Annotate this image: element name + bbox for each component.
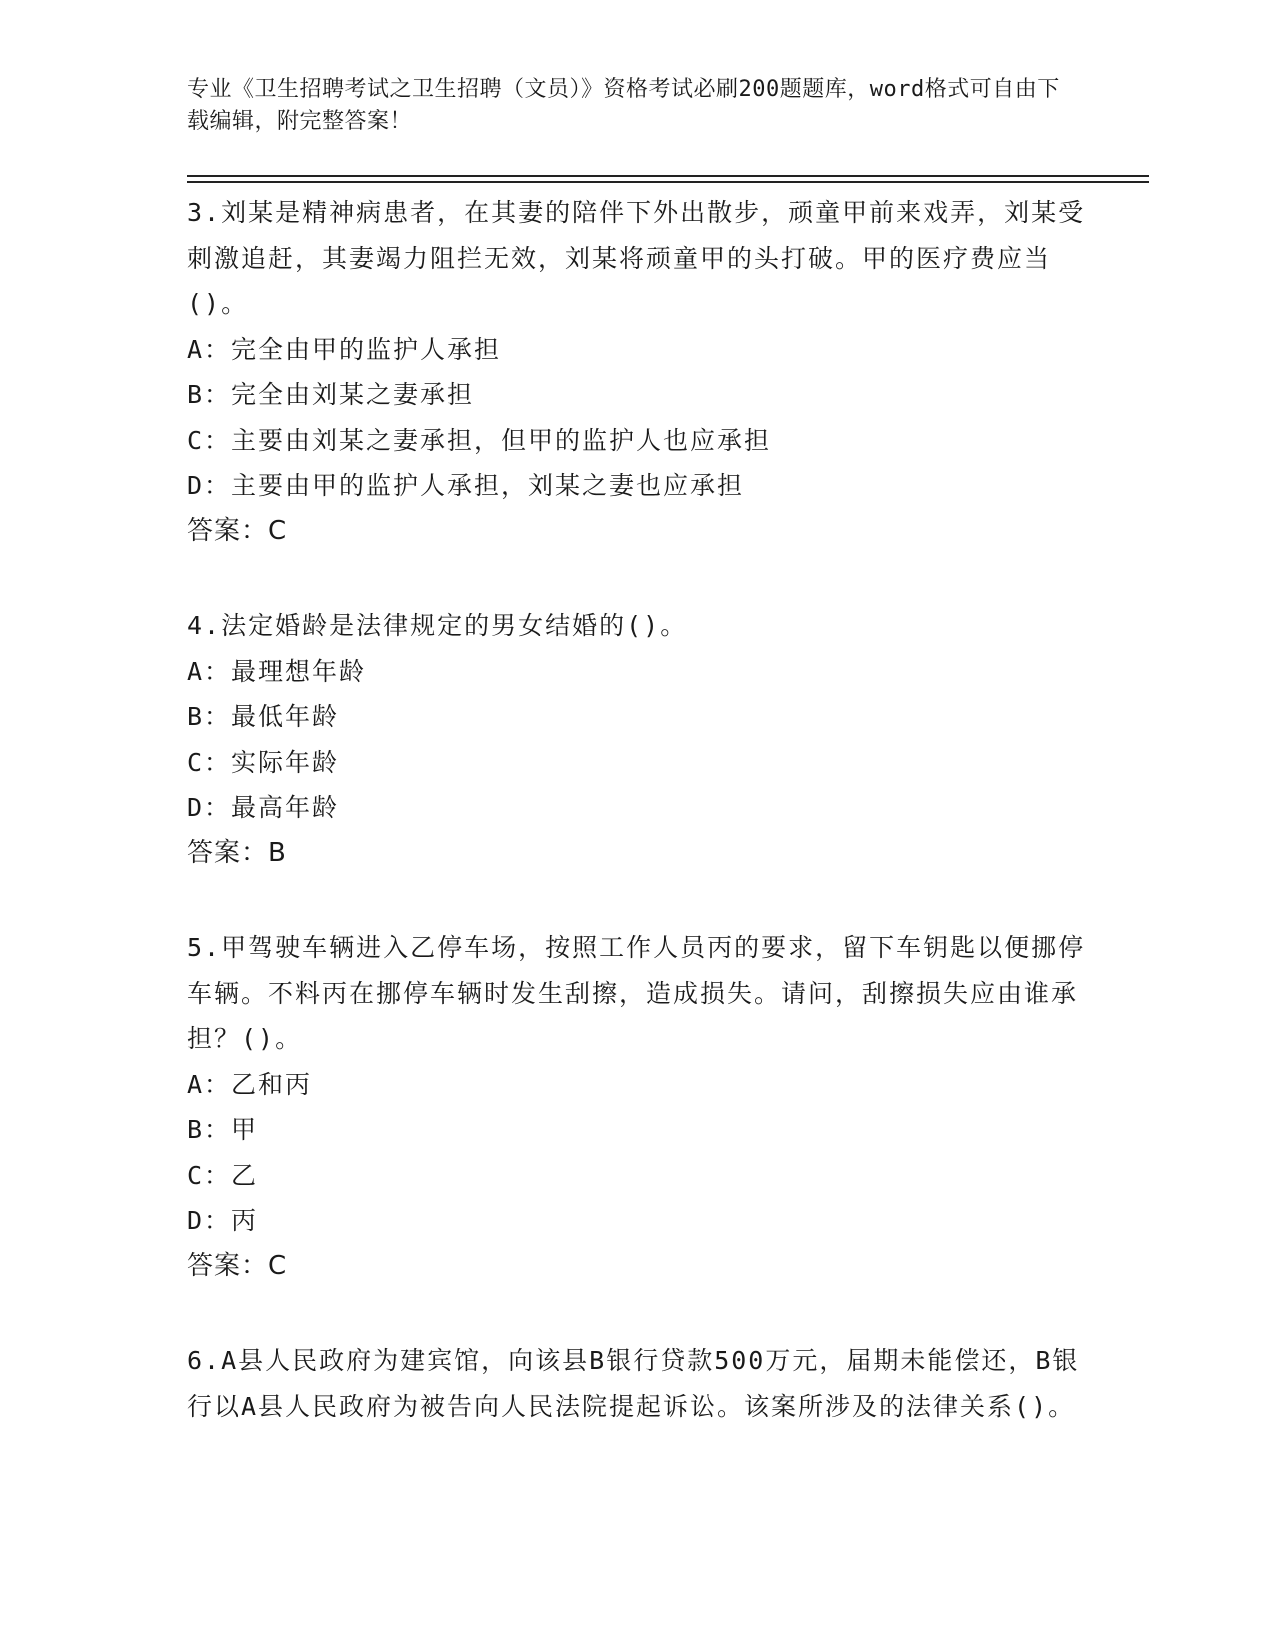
question-stem: 6.A县人民政府为建宾馆，向该县B银行贷款500万元，届期未能偿还，B银行以A县人民政府为被告向人民法院提起诉讼。该案所涉及的法律关系()。 xyxy=(187,1346,1080,1421)
document-header: 专业《卫生招聘考试之卫生招聘（文员）》资格考试必刷200题题库，word格式可自由下载编辑，附完整答案！ xyxy=(187,77,1060,134)
question-stem: 5.甲驾驶车辆进入乙停车场，按照工作人员丙的要求，留下车钥匙以便挪停车辆。不料丙在挪停车辆时发生刮擦，造成损失。请问，刮擦损失应由谁承担？()。 xyxy=(187,933,1086,1053)
question-5 xyxy=(187,925,1087,1289)
option-c: C：实际年龄 xyxy=(187,747,340,777)
option-a: A：乙和丙 xyxy=(187,1069,313,1099)
option-d: D：丙 xyxy=(187,1206,259,1235)
option-d: D：主要由甲的监护人承担，刘某之妻也应承担 xyxy=(187,471,745,500)
option-c: C：主要由刘某之妻承担，但甲的监护人也应承担 xyxy=(187,425,772,455)
question-6 xyxy=(187,1338,1087,1429)
question-list xyxy=(187,190,1087,1478)
question-stem: 3.刘某是精神病患者，在其妻的陪伴下外出散步，顽童甲前来戏弄，刘某受刺激追赶，其妻竭力阻拦无效，刘某将顽童甲的头打破。甲的医疗费应当()。 xyxy=(187,198,1086,318)
answer: 答案：B xyxy=(187,837,287,868)
option-b: B：完全由刘某之妻承担 xyxy=(187,380,475,409)
option-d: D：最高年龄 xyxy=(187,793,340,822)
option-b: B：最低年龄 xyxy=(187,702,340,731)
answer: 答案：C xyxy=(187,1250,288,1281)
option-b: B：甲 xyxy=(187,1115,259,1144)
header-rule-top xyxy=(187,175,1149,177)
question-4 xyxy=(187,603,1087,876)
question-3 xyxy=(187,190,1087,554)
option-a: A：完全由甲的监护人承担 xyxy=(187,334,502,364)
option-a: A：最理想年龄 xyxy=(187,656,367,686)
question-stem: 4.法定婚龄是法律规定的男女结婚的()。 xyxy=(187,611,688,640)
option-c: C：乙 xyxy=(187,1160,259,1190)
header-rule-bottom xyxy=(187,181,1149,183)
answer: 答案：C xyxy=(187,515,288,546)
